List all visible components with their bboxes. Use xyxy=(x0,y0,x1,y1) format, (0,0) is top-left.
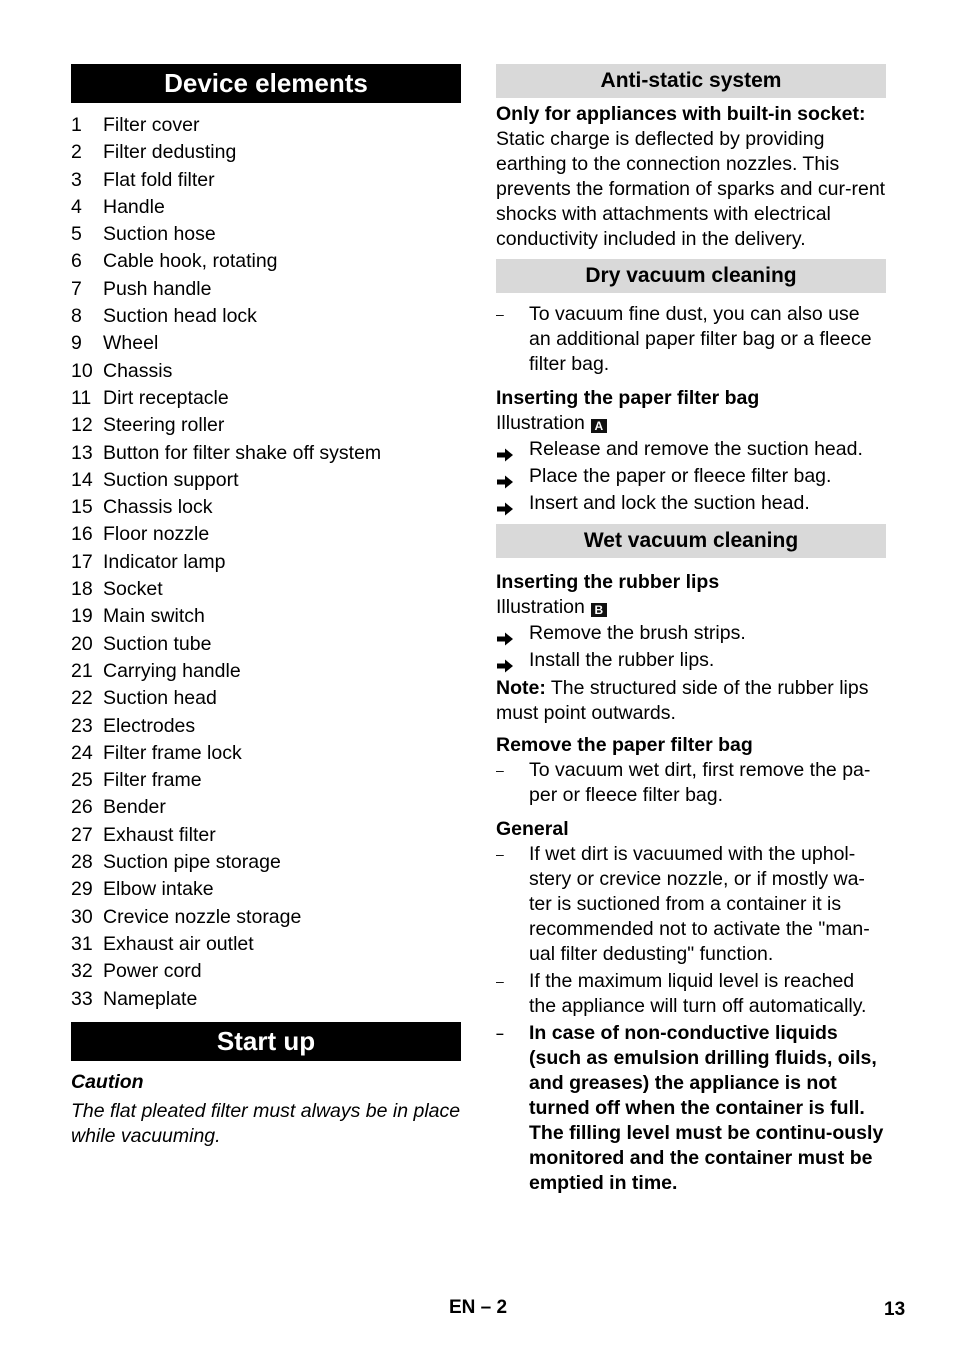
parts-list-item xyxy=(71,521,461,548)
arrow-right-icon xyxy=(496,497,514,511)
caution-text: The flat pleated filter must always be in place while vacuuming. xyxy=(71,1099,461,1147)
dry-vacuum-item xyxy=(496,302,886,377)
illustration-a-badge: A xyxy=(591,419,607,433)
illustration-b-badge: B xyxy=(591,603,607,617)
parts-list-item xyxy=(71,549,461,576)
parts-list-item xyxy=(71,822,461,849)
parts-list-item xyxy=(71,494,461,521)
arrow-right-icon xyxy=(496,443,514,457)
left-column xyxy=(71,64,461,1149)
general-bold-item xyxy=(496,1021,886,1196)
part-name: Filter cover xyxy=(103,114,200,136)
part-number: 7 xyxy=(71,277,82,300)
parts-list-item xyxy=(71,467,461,494)
antistatic-lead: Only for appliances with built-in socket: xyxy=(496,103,866,125)
start-up-heading: Start up xyxy=(71,1022,461,1061)
parts-list-item xyxy=(71,248,461,275)
parts-list-item xyxy=(71,440,461,467)
parts-list-item xyxy=(71,112,461,139)
device-elements-heading: Device elements xyxy=(71,64,461,103)
rubber-lips-step xyxy=(496,647,886,674)
part-name: Push handle xyxy=(103,277,212,300)
part-name: Suction hose xyxy=(103,223,216,246)
part-number: 21 xyxy=(71,659,93,682)
part-name: Bender xyxy=(103,796,166,819)
part-name: Floor nozzle xyxy=(103,523,210,546)
part-name: Suction head xyxy=(103,687,217,710)
part-name: Filter frame xyxy=(103,769,202,792)
remove-paper-heading: Remove the paper filter bag xyxy=(496,734,753,756)
part-name: Button for filter shake off system xyxy=(103,441,382,464)
part-number: 1 xyxy=(71,114,82,136)
footer-page-number: 13 xyxy=(884,1299,906,1320)
general-items xyxy=(496,842,886,1019)
parts-list-item xyxy=(71,194,461,221)
part-name: Suction head lock xyxy=(103,305,257,328)
parts-list-item xyxy=(71,167,461,194)
part-name: Cable hook, rotating xyxy=(103,250,278,273)
parts-list xyxy=(71,112,461,1013)
part-number: 27 xyxy=(71,823,93,846)
part-number: 8 xyxy=(71,305,82,328)
wet-vacuum-heading: Wet vacuum cleaning xyxy=(496,524,886,558)
part-name: Main switch xyxy=(103,605,205,628)
arrow-right-icon xyxy=(496,470,514,484)
dash-marker: – xyxy=(496,1025,504,1041)
part-name: Carrying handle xyxy=(103,659,241,682)
part-number: 15 xyxy=(71,496,93,519)
part-name: Exhaust filter xyxy=(103,823,216,846)
part-name: Chassis lock xyxy=(103,496,213,519)
general-heading: General xyxy=(496,818,569,840)
general-item xyxy=(496,842,886,967)
part-number: 17 xyxy=(71,550,93,573)
dash-marker: – xyxy=(496,762,504,778)
part-name: Crevice nozzle storage xyxy=(103,905,302,928)
part-name: Handle xyxy=(103,195,165,218)
part-number: 4 xyxy=(71,195,82,218)
part-name: Chassis xyxy=(103,359,173,382)
insert-paper-step xyxy=(496,490,886,517)
rubber-lips-step-text: Remove the brush strips. xyxy=(529,622,746,644)
part-number: 13 xyxy=(71,441,93,464)
parts-list-item xyxy=(71,740,461,767)
part-number: 16 xyxy=(71,523,93,546)
parts-list-item xyxy=(71,713,461,740)
part-name: Electrodes xyxy=(103,714,196,737)
rubber-lips-step xyxy=(496,620,886,647)
antistatic-text: Static charge is deflected by providing earthing to the connection nozzles. This prevents the formation of sparks and cur-rent shocks with attachments with electrical conductivity included in the delivery. xyxy=(496,128,886,250)
general-item-text: If wet dirt is vacuumed with the uphol-stery or crevice nozzle, or if mostly wa-ter is suctioned from a container it is recommended not to activate the "man-ual filter dedusting" function. xyxy=(529,843,870,965)
dash-marker: – xyxy=(496,973,504,989)
part-number: 11 xyxy=(71,386,92,409)
part-number: 23 xyxy=(71,714,93,737)
note-paragraph xyxy=(496,676,886,726)
rubber-lips-heading: Inserting the rubber lips xyxy=(496,571,720,593)
part-number: 31 xyxy=(71,932,93,955)
parts-list-item xyxy=(71,139,461,166)
rubber-lips-steps xyxy=(496,620,886,674)
dash-marker: – xyxy=(496,846,504,862)
part-number: 6 xyxy=(71,250,82,273)
part-name: Suction pipe storage xyxy=(103,851,281,874)
part-name: Dirt receptacle xyxy=(103,386,229,409)
part-name: Exhaust air outlet xyxy=(103,932,254,955)
part-number: 29 xyxy=(71,878,93,901)
part-name: Filter dedusting xyxy=(103,141,237,164)
parts-list-item xyxy=(71,904,461,931)
insert-paper-step-text: Place the paper or fleece filter bag. xyxy=(529,465,832,487)
part-number: 28 xyxy=(71,851,93,874)
part-name: Elbow intake xyxy=(103,878,214,901)
parts-list-item xyxy=(71,276,461,303)
part-number: 9 xyxy=(71,332,82,355)
parts-list-item xyxy=(71,221,461,248)
parts-list-item xyxy=(71,576,461,603)
general-item-text: If the maximum liquid level is reached the appliance will turn off automatically. xyxy=(529,970,867,1017)
parts-list-item xyxy=(71,685,461,712)
part-number: 12 xyxy=(71,414,93,437)
insert-paper-step xyxy=(496,436,886,463)
parts-list-item xyxy=(71,767,461,794)
parts-list-item xyxy=(71,849,461,876)
part-number: 26 xyxy=(71,796,93,819)
part-name: Filter frame lock xyxy=(103,741,242,764)
parts-list-item xyxy=(71,603,461,630)
parts-list-item xyxy=(71,385,461,412)
remove-paper-item xyxy=(496,758,886,808)
parts-list-item xyxy=(71,330,461,357)
parts-list-item xyxy=(71,631,461,658)
dry-vacuum-heading: Dry vacuum cleaning xyxy=(496,259,886,293)
parts-list-item xyxy=(71,658,461,685)
parts-list-item xyxy=(71,794,461,821)
part-number: 24 xyxy=(71,741,93,764)
general-bold-item-text: In case of non-conductive liquids (such as emulsion drilling fluids, oils, and greases) the appliance is not turned off when the container is full. The filling level must be continu-ously monitored and the container must be emptied in time. xyxy=(529,1022,884,1194)
arrow-right-icon xyxy=(496,627,514,641)
caution-title: Caution xyxy=(71,1070,144,1093)
part-name: Power cord xyxy=(103,960,202,983)
antistatic-heading: Anti-static system xyxy=(496,64,886,98)
illustration-a-line xyxy=(496,411,886,436)
parts-list-item xyxy=(71,412,461,439)
parts-list-item xyxy=(71,303,461,330)
part-number: 25 xyxy=(71,769,93,792)
part-name: Suction support xyxy=(103,468,239,491)
illustration-b-label: Illustration xyxy=(496,596,585,618)
dry-vacuum-item-text: To vacuum fine dust, you can also use an additional paper filter bag or a fleece filter bag. xyxy=(529,303,872,375)
insert-paper-step-text: Release and remove the suction head. xyxy=(529,438,863,460)
note-label: Note: xyxy=(496,677,546,699)
footer-section-label: EN – 2 xyxy=(449,1297,508,1318)
dash-marker: – xyxy=(496,306,504,322)
insert-paper-step xyxy=(496,463,886,490)
part-number: 10 xyxy=(71,359,93,382)
insert-paper-steps xyxy=(496,436,886,517)
part-number: 22 xyxy=(71,687,93,710)
arrow-right-icon xyxy=(496,654,514,668)
part-number: 20 xyxy=(71,632,93,655)
part-name: Indicator lamp xyxy=(103,550,226,573)
part-number: 32 xyxy=(71,960,93,983)
part-number: 33 xyxy=(71,987,93,1010)
part-number: 3 xyxy=(71,168,82,191)
part-number: 5 xyxy=(71,223,82,246)
part-name: Suction tube xyxy=(103,632,212,655)
part-name: Wheel xyxy=(103,332,159,355)
part-number: 18 xyxy=(71,578,93,601)
parts-list-item xyxy=(71,358,461,385)
rubber-lips-step-text: Install the rubber lips. xyxy=(529,649,715,671)
part-name: Socket xyxy=(103,578,163,601)
parts-list-item xyxy=(71,931,461,958)
part-name: Steering roller xyxy=(103,414,225,437)
parts-list-item xyxy=(71,986,461,1013)
part-number: 19 xyxy=(71,605,93,628)
illustration-b-line xyxy=(496,595,886,620)
part-number: 14 xyxy=(71,468,93,491)
part-name: Nameplate xyxy=(103,987,198,1010)
part-number: 2 xyxy=(71,141,82,164)
insert-paper-heading: Inserting the paper filter bag xyxy=(496,387,760,409)
remove-paper-item-text: To vacuum wet dirt, first remove the pa-per or fleece filter bag. xyxy=(529,759,871,806)
note-text: The structured side of the rubber lips must point outwards. xyxy=(496,677,869,724)
parts-list-item xyxy=(71,876,461,903)
insert-paper-step-text: Insert and lock the suction head. xyxy=(529,492,810,514)
part-number: 30 xyxy=(71,905,93,928)
part-name: Flat fold filter xyxy=(103,168,215,191)
illustration-a-label: Illustration xyxy=(496,412,585,434)
right-column xyxy=(496,64,886,1196)
parts-list-item xyxy=(71,958,461,985)
general-item xyxy=(496,969,886,1019)
